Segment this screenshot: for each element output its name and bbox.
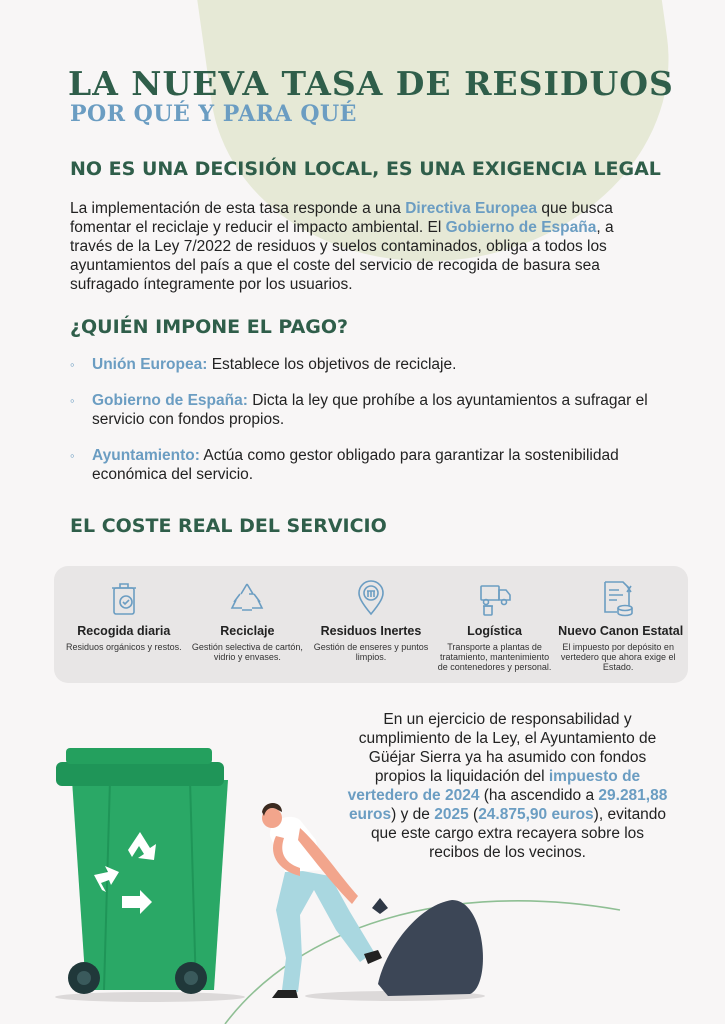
closing-text-5: ), evitando que este cargo extra recayera sobre los recibos de los vecinos. <box>370 806 667 861</box>
list-item <box>70 355 670 374</box>
legal-highlight-gobierno: Gobierno de España <box>445 219 597 236</box>
who-list <box>70 355 670 501</box>
closing-highlight-year-2025: 2025 <box>434 806 469 823</box>
closing-highlight-impuesto: impuesto de vertedero de 2024 <box>347 768 641 804</box>
cost-item-desc: Gestión selectiva de cartón, vidrio y envases. <box>191 642 303 662</box>
page-subtitle: POR QUÉ Y PARA QUÉ <box>70 101 357 127</box>
closing-text-2: (ha ascendido a <box>479 787 599 804</box>
cost-item-name: Residuos Inertes <box>320 624 422 638</box>
cost-item-logistica <box>435 578 555 672</box>
bullet-icon: ◦ <box>70 448 75 463</box>
cost-item-desc: El impuesto por depósito en vertedero que ahora exige el Estado. <box>560 642 676 672</box>
cost-item-name: Logística <box>467 624 523 638</box>
legal-text-2: que busca fomentar el reciclaje y reducir el impacto ambiental. El <box>70 200 613 236</box>
list-item-term: Gobierno de España: <box>92 392 248 409</box>
legal-text-3: , a través de la Ley 7/2022 de residuos y suelos contaminados, obliga a todos los ayuntamientos del país a que el coste del servicio de recogida de basura sea sufragado íntegramente por los usuarios. <box>70 219 614 293</box>
who-heading: ¿QUIÉN IMPONE EL PAGO? <box>70 316 349 338</box>
recycling-bin <box>56 748 228 994</box>
legal-paragraph <box>70 199 660 294</box>
list-item-term: Ayuntamiento: <box>92 447 200 464</box>
list-item-term: Unión Europea: <box>92 356 208 373</box>
truck-icon <box>475 578 515 618</box>
cost-item-desc: Residuos orgánicos y restos. <box>66 642 182 652</box>
trash-bin-icon <box>106 578 142 618</box>
cost-panel <box>54 566 688 683</box>
garbage-bag <box>378 900 483 996</box>
recycle-icon <box>228 578 266 618</box>
legal-highlight-directiva: Directiva Europea <box>405 200 538 217</box>
list-item-text: Establece los objetivos de reciclaje. <box>207 356 457 373</box>
list-item-text: Dicta la ley que prohíbe a los ayuntamientos a sufragar el servicio con fondos propios. <box>92 392 648 428</box>
legal-text-1: La implementación de esta tasa responde a una <box>70 200 406 217</box>
list-item-text: Actúa como gestor obligado para garantizar la sostenibilidad económica del servicio. <box>92 447 619 483</box>
location-pin-icon <box>353 578 389 618</box>
cost-item-canon <box>558 578 684 672</box>
cost-heading: EL COSTE REAL DEL SERVICIO <box>70 515 387 537</box>
cost-item-recogida <box>64 578 184 652</box>
legal-heading: NO ES UNA DECISIÓN LOCAL, ES UNA EXIGENCIA LEGAL <box>70 158 661 180</box>
cost-item-name: Nuevo Canon Estatal <box>558 624 684 638</box>
closing-text-1: En un ejercicio de responsabilidad y cumplimiento de la Ley, el Ayuntamiento de Güéjar Sierra ya ha asumido con fondos propios la liquidación del <box>358 711 657 785</box>
cost-item-desc: Transporte a plantas de tratamiento, mantenimiento de contenedores y personal. <box>437 642 552 672</box>
closing-highlight-amount-2025: 24.875,90 euros <box>478 806 594 823</box>
closing-paragraph <box>345 710 670 862</box>
list-item <box>70 391 670 429</box>
bullet-icon: ◦ <box>70 357 75 372</box>
closing-highlight-amount-2024: 29.281,88 euros <box>348 787 668 823</box>
closing-text-4: ( <box>468 806 479 823</box>
closing-text-3: ) y de <box>391 806 435 823</box>
document-coins-icon <box>599 578 637 618</box>
list-item <box>70 446 670 484</box>
cost-item-name: Reciclaje <box>220 624 275 638</box>
bullet-icon: ◦ <box>70 393 75 408</box>
page-title: LA NUEVA TASA DE RESIDUOS <box>68 64 674 103</box>
cost-item-reciclaje <box>187 578 307 662</box>
cost-item-inertes <box>311 578 431 662</box>
cost-item-desc: Gestión de enseres y puntos limpios. <box>313 642 429 662</box>
cost-item-name: Recogida diaria <box>77 624 171 638</box>
